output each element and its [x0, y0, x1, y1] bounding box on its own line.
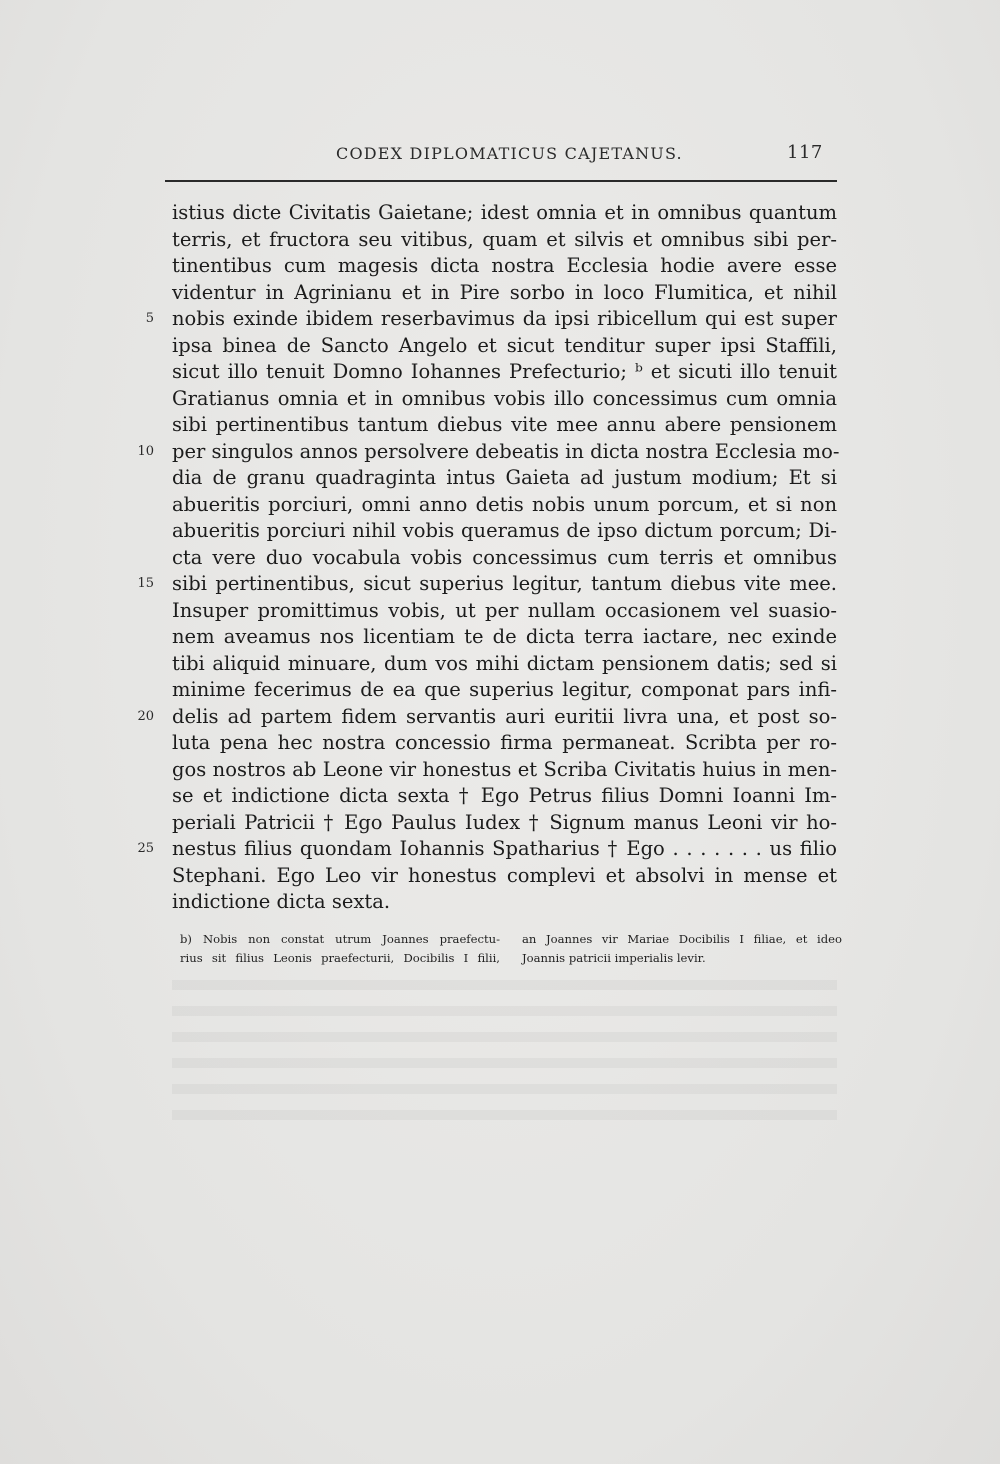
text-line — [172, 545, 837, 572]
running-title: CODEX DIPLOMATICUS CAJETANUS. — [336, 144, 683, 163]
text-line-content: nobis exinde ibidem reserbavimus da ipsi ribicellum qui est super — [172, 307, 837, 330]
line-number: 20 — [137, 708, 154, 724]
text-line-content: minime fecerimus de ea que superius legitur, componat pars infi- — [172, 678, 837, 701]
text-line-content: luta pena hec nostra concessio firma permaneat. Scribta per ro- — [172, 731, 837, 754]
text-line-content: ipsa binea de Sancto Angelo et sicut tenditur super ipsi Staffili, — [172, 333, 837, 357]
line-number: 10 — [137, 443, 154, 459]
charter-text — [137, 200, 840, 916]
text-line-content: Stephani. Ego Leo vir honestus complevi et absolvi in mense et — [172, 863, 837, 887]
page-number: 117 — [787, 142, 823, 163]
line-number: 5 — [145, 311, 154, 326]
text-line-content: sicut illo tenuit Domno Iohannes Prefecturio; ᵇ et sicuti illo tenuit — [172, 360, 837, 383]
text-line — [172, 280, 837, 307]
text-line — [137, 704, 837, 731]
text-line-content: delis ad partem fidem servantis auri euritii livra una, et post so- — [172, 704, 837, 728]
footnote-column-right — [522, 930, 842, 968]
text-line — [172, 412, 837, 439]
text-line — [172, 253, 837, 280]
text-line-content: dia de granu quadraginta intus Gaieta ad justum modium; Et si — [172, 466, 837, 489]
text-line-content: se et indictione dicta sexta † Ego Petrus filius Domni Ioanni Im- — [172, 784, 837, 807]
footnote-line: an Joannes vir Mariae Docibilis I filiae, et ideo — [522, 932, 842, 946]
text-line-content: videntur in Agrinianu et in Pire sorbo in loco Flumitica, et nihil — [172, 280, 837, 304]
text-line-content: nem aveamus nos licentiam te de dicta terra iactare, nec exinde — [172, 625, 837, 648]
text-line — [172, 863, 837, 890]
text-line-content: periali Patricii † Ego Paulus Iudex † Signum manus Leoni vir ho- — [172, 810, 837, 834]
text-line — [172, 889, 837, 916]
text-line-content: cta vere duo vocabula vobis concessimus cum terris et omnibus — [172, 545, 837, 569]
text-line-content: per singulos annos persolvere debeatis in dicta nostra Ecclesia mo- — [172, 439, 840, 463]
text-line-content: sibi pertinentibus tantum diebus vite mee annu abere pensionem — [172, 413, 837, 436]
text-line — [172, 359, 837, 386]
footnotes — [180, 930, 840, 980]
text-line — [172, 677, 837, 704]
text-line — [137, 439, 840, 466]
header-rule — [165, 180, 837, 182]
text-line-content: abueritis porciuri, omni anno detis nobis unum porcum, et si non — [172, 492, 837, 516]
text-line — [172, 492, 837, 519]
text-line — [172, 783, 837, 810]
text-line-content: istius dicte Civitatis Gaietane; idest omnia et in omnibus quantum — [172, 201, 837, 224]
text-line — [172, 757, 837, 784]
text-line — [172, 624, 837, 651]
text-line — [172, 598, 837, 625]
footnote-column-left — [180, 930, 500, 968]
text-line-content: indictione dicta sexta. — [172, 890, 391, 913]
text-line-content: nestus filius quondam Iohannis Spatharius † Ego . . . . . . . us filio — [172, 837, 837, 860]
text-line — [172, 810, 837, 837]
text-line — [172, 518, 837, 545]
text-line — [172, 730, 837, 757]
text-line-content: Insuper promittimus vobis, ut per nullam occasionem vel suasio- — [172, 598, 837, 622]
text-line — [172, 465, 837, 492]
text-line-content: Gratianus omnia et in omnibus vobis illo concessimus cum omnia — [172, 386, 837, 410]
text-line-content: terris, et fructora seu vitibus, quam et silvis et omnibus sibi per- — [172, 227, 837, 251]
text-line-content: abueritis porciuri nihil vobis queramus de ipso dictum porcum; Di- — [172, 519, 837, 542]
line-number: 15 — [137, 576, 154, 591]
line-number: 25 — [137, 841, 154, 856]
text-line — [172, 651, 837, 678]
text-line — [172, 333, 837, 360]
footnote-line: b) Nobis non constat utrum Joannes praefectu- — [180, 932, 500, 946]
text-line — [145, 306, 837, 333]
text-line — [172, 200, 837, 227]
text-line — [172, 227, 837, 254]
footnote-line: rius sit filius Leonis praefecturii, Docibilis I filii, — [180, 951, 500, 965]
text-line-content: tinentibus cum magesis dicta nostra Ecclesia hodie avere esse — [172, 254, 837, 277]
text-line — [172, 386, 837, 413]
text-line — [137, 571, 837, 598]
footnote-line: Joannis patricii imperialis levir. — [522, 951, 706, 965]
text-line-content: gos nostros ab Leone vir honestus et Scriba Civitatis huius in men- — [172, 757, 837, 781]
text-line-content: sibi pertinentibus, sicut superius legitur, tantum diebus vite mee. — [172, 572, 837, 595]
show-through-bleed — [172, 980, 837, 1130]
text-line-content: tibi aliquid minuare, dum vos mihi dictam pensionem datis; sed si — [172, 651, 837, 675]
text-line — [137, 836, 837, 863]
